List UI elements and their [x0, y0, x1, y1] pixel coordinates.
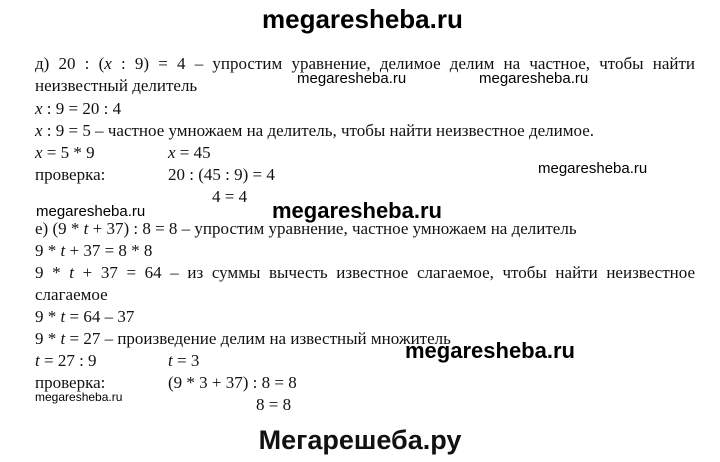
section-d-check-label: проверка:: [35, 165, 106, 184]
section-e-line-5: 9 * t = 64 – 37: [35, 307, 135, 326]
section-d-line-5: x = 5 * 9: [35, 143, 95, 162]
section-d-check-result: 4 = 4: [212, 187, 248, 206]
watermark-inline: megaresheba.ru: [297, 70, 407, 87]
watermark-large: megaresheba.ru: [405, 338, 575, 363]
section-e-line-1: е) (9 * t + 37) : 8 = 8 – упростим уравнение, частное умножаем на делитель: [35, 219, 577, 238]
section-e-line-7: t = 27 : 9: [35, 351, 97, 370]
section-e-line-6: 9 * t = 27 – произведение делим на известный множитель: [35, 329, 451, 348]
section-d-line-4: x : 9 = 5 – частное умножаем на делитель, чтобы найти неизвестное делимое.: [35, 121, 595, 140]
section-e-check-expression: (9 * 3 + 37) : 8 = 8: [168, 373, 297, 392]
section-e-check-result: 8 = 8: [256, 395, 292, 414]
watermark-inline: megaresheba.ru: [36, 203, 146, 220]
watermark-large: megaresheba.ru: [272, 198, 442, 223]
section-d-line-1: д) 20 : (x : 9) = 4 – упростим уравнение, делимое делим на частное, чтобы найти: [35, 54, 695, 73]
section-d-line-5-result: x = 45: [168, 143, 211, 162]
section-e-line-4: слагаемое: [35, 285, 108, 304]
section-d-line-3: x : 9 = 20 : 4: [35, 99, 122, 118]
section-d-line-2: неизвестный делитель: [35, 76, 198, 95]
section-d-check-expression: 20 : (45 : 9) = 4: [168, 165, 275, 184]
section-e-line-3: 9 * t + 37 = 64 – из суммы вычесть известное слагаемое, чтобы найти неизвестное: [35, 263, 696, 282]
footer-brand: Мегарешеба.ру: [258, 425, 462, 455]
watermark-inline: megaresheba.ru: [538, 160, 648, 177]
section-e-line-2: 9 * t + 37 = 8 * 8: [35, 241, 153, 260]
watermark-inline: megaresheba.ru: [479, 70, 589, 87]
watermark-inline: megaresheba.ru: [35, 390, 123, 404]
section-e-check-label: проверка:: [35, 373, 106, 392]
header-watermark: megaresheba.ru: [262, 4, 463, 34]
section-e-line-7-result: t = 3: [168, 351, 200, 370]
